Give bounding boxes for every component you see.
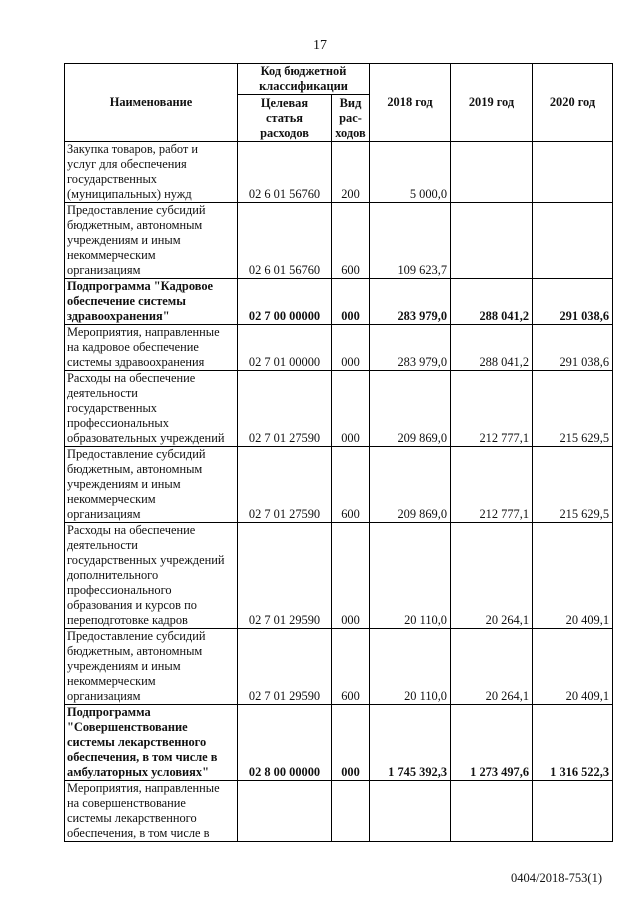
cell-2018: 209 869,0 [370,371,451,447]
cell-2018: 1 745 392,3 [370,705,451,781]
header-2018: 2018 год [370,64,451,142]
cell-2019: 212 777,1 [451,447,533,523]
cell-2020: 215 629,5 [533,371,613,447]
cell-target-article: 02 7 01 29590 [238,523,332,629]
cell-2019: 288 041,2 [451,279,533,325]
cell-2018: 283 979,0 [370,279,451,325]
header-2020: 2020 год [533,64,613,142]
cell-expense-type: 600 [332,203,370,279]
cell-expense-type: 600 [332,629,370,705]
cell-name: Мероприятия, направленные на кадровое обеспечение системы здравоохранения [65,325,238,371]
cell-expense-type: 000 [332,325,370,371]
cell-2018: 283 979,0 [370,325,451,371]
cell-2020: 20 409,1 [533,523,613,629]
table-row [65,142,613,203]
cell-name: Расходы на обеспечение деятельности государственных учреждений дополнительного профессионального образования и курсов по переподготовке кадров [65,523,238,629]
cell-2018: 20 110,0 [370,523,451,629]
page-number: 17 [313,38,327,53]
cell-2018: 109 623,7 [370,203,451,279]
cell-2019: 20 264,1 [451,523,533,629]
cell-2018 [370,781,451,842]
cell-2019 [451,142,533,203]
budget-table [64,63,613,842]
cell-2019: 1 273 497,6 [451,705,533,781]
cell-expense-type: 000 [332,523,370,629]
cell-2020 [533,142,613,203]
table-row [65,203,613,279]
cell-target-article: 02 7 01 27590 [238,371,332,447]
cell-target-article: 02 7 00 00000 [238,279,332,325]
cell-expense-type: 200 [332,142,370,203]
cell-target-article: 02 8 00 00000 [238,705,332,781]
cell-2019 [451,781,533,842]
header-expense-type: Вид рас-ходов [332,95,370,142]
cell-target-article: 02 7 01 27590 [238,447,332,523]
cell-expense-type: 600 [332,447,370,523]
cell-expense-type: 000 [332,279,370,325]
table-row [65,781,613,842]
document-code: 0404/2018-753(1) [511,871,602,885]
cell-2020: 215 629,5 [533,447,613,523]
cell-2020: 291 038,6 [533,325,613,371]
table-body [65,142,613,842]
header-code-group: Код бюджетной классификации [238,64,370,95]
cell-expense-type: 000 [332,705,370,781]
table-row [65,447,613,523]
table-row [65,325,613,371]
cell-2019: 212 777,1 [451,371,533,447]
table-row [65,279,613,325]
cell-2020: 1 316 522,3 [533,705,613,781]
cell-2020 [533,203,613,279]
cell-2020 [533,781,613,842]
cell-name: Расходы на обеспечение деятельности государственных профессиональных образовательных учреждений [65,371,238,447]
header-name: Наименование [65,64,238,142]
cell-2019 [451,203,533,279]
cell-expense-type: 000 [332,371,370,447]
cell-2019: 20 264,1 [451,629,533,705]
cell-name: Подпрограмма "Кадровое обеспечение системы здравоохранения" [65,279,238,325]
table-row [65,371,613,447]
cell-expense-type [332,781,370,842]
cell-2020: 291 038,6 [533,279,613,325]
cell-target-article: 02 6 01 56760 [238,203,332,279]
header-target-article: Целевая статья расходов [238,95,332,142]
cell-2020: 20 409,1 [533,629,613,705]
header-2019: 2019 год [451,64,533,142]
table-row [65,705,613,781]
cell-2018: 20 110,0 [370,629,451,705]
cell-name: Мероприятия, направленные на совершенствование системы лекарственного обеспечения, в том числе в [65,781,238,842]
cell-name: Предоставление субсидий бюджетным, автономным учреждениям и иным некоммерческим организациям [65,203,238,279]
table-row [65,523,613,629]
cell-name: Предоставление субсидий бюджетным, автономным учреждениям и иным некоммерческим организациям [65,629,238,705]
cell-name: Подпрограмма "Совершенствование системы лекарственного обеспечения, в том числе в амбулаторных условиях" [65,705,238,781]
table-row [65,629,613,705]
cell-2018: 209 869,0 [370,447,451,523]
cell-target-article: 02 7 01 29590 [238,629,332,705]
cell-target-article: 02 6 01 56760 [238,142,332,203]
cell-target-article: 02 7 01 00000 [238,325,332,371]
cell-name: Предоставление субсидий бюджетным, автономным учреждениям и иным некоммерческим организациям [65,447,238,523]
cell-target-article [238,781,332,842]
cell-name: Закупка товаров, работ и услуг для обеспечения государственных (муниципальных) нужд [65,142,238,203]
cell-2018: 5 000,0 [370,142,451,203]
cell-2019: 288 041,2 [451,325,533,371]
